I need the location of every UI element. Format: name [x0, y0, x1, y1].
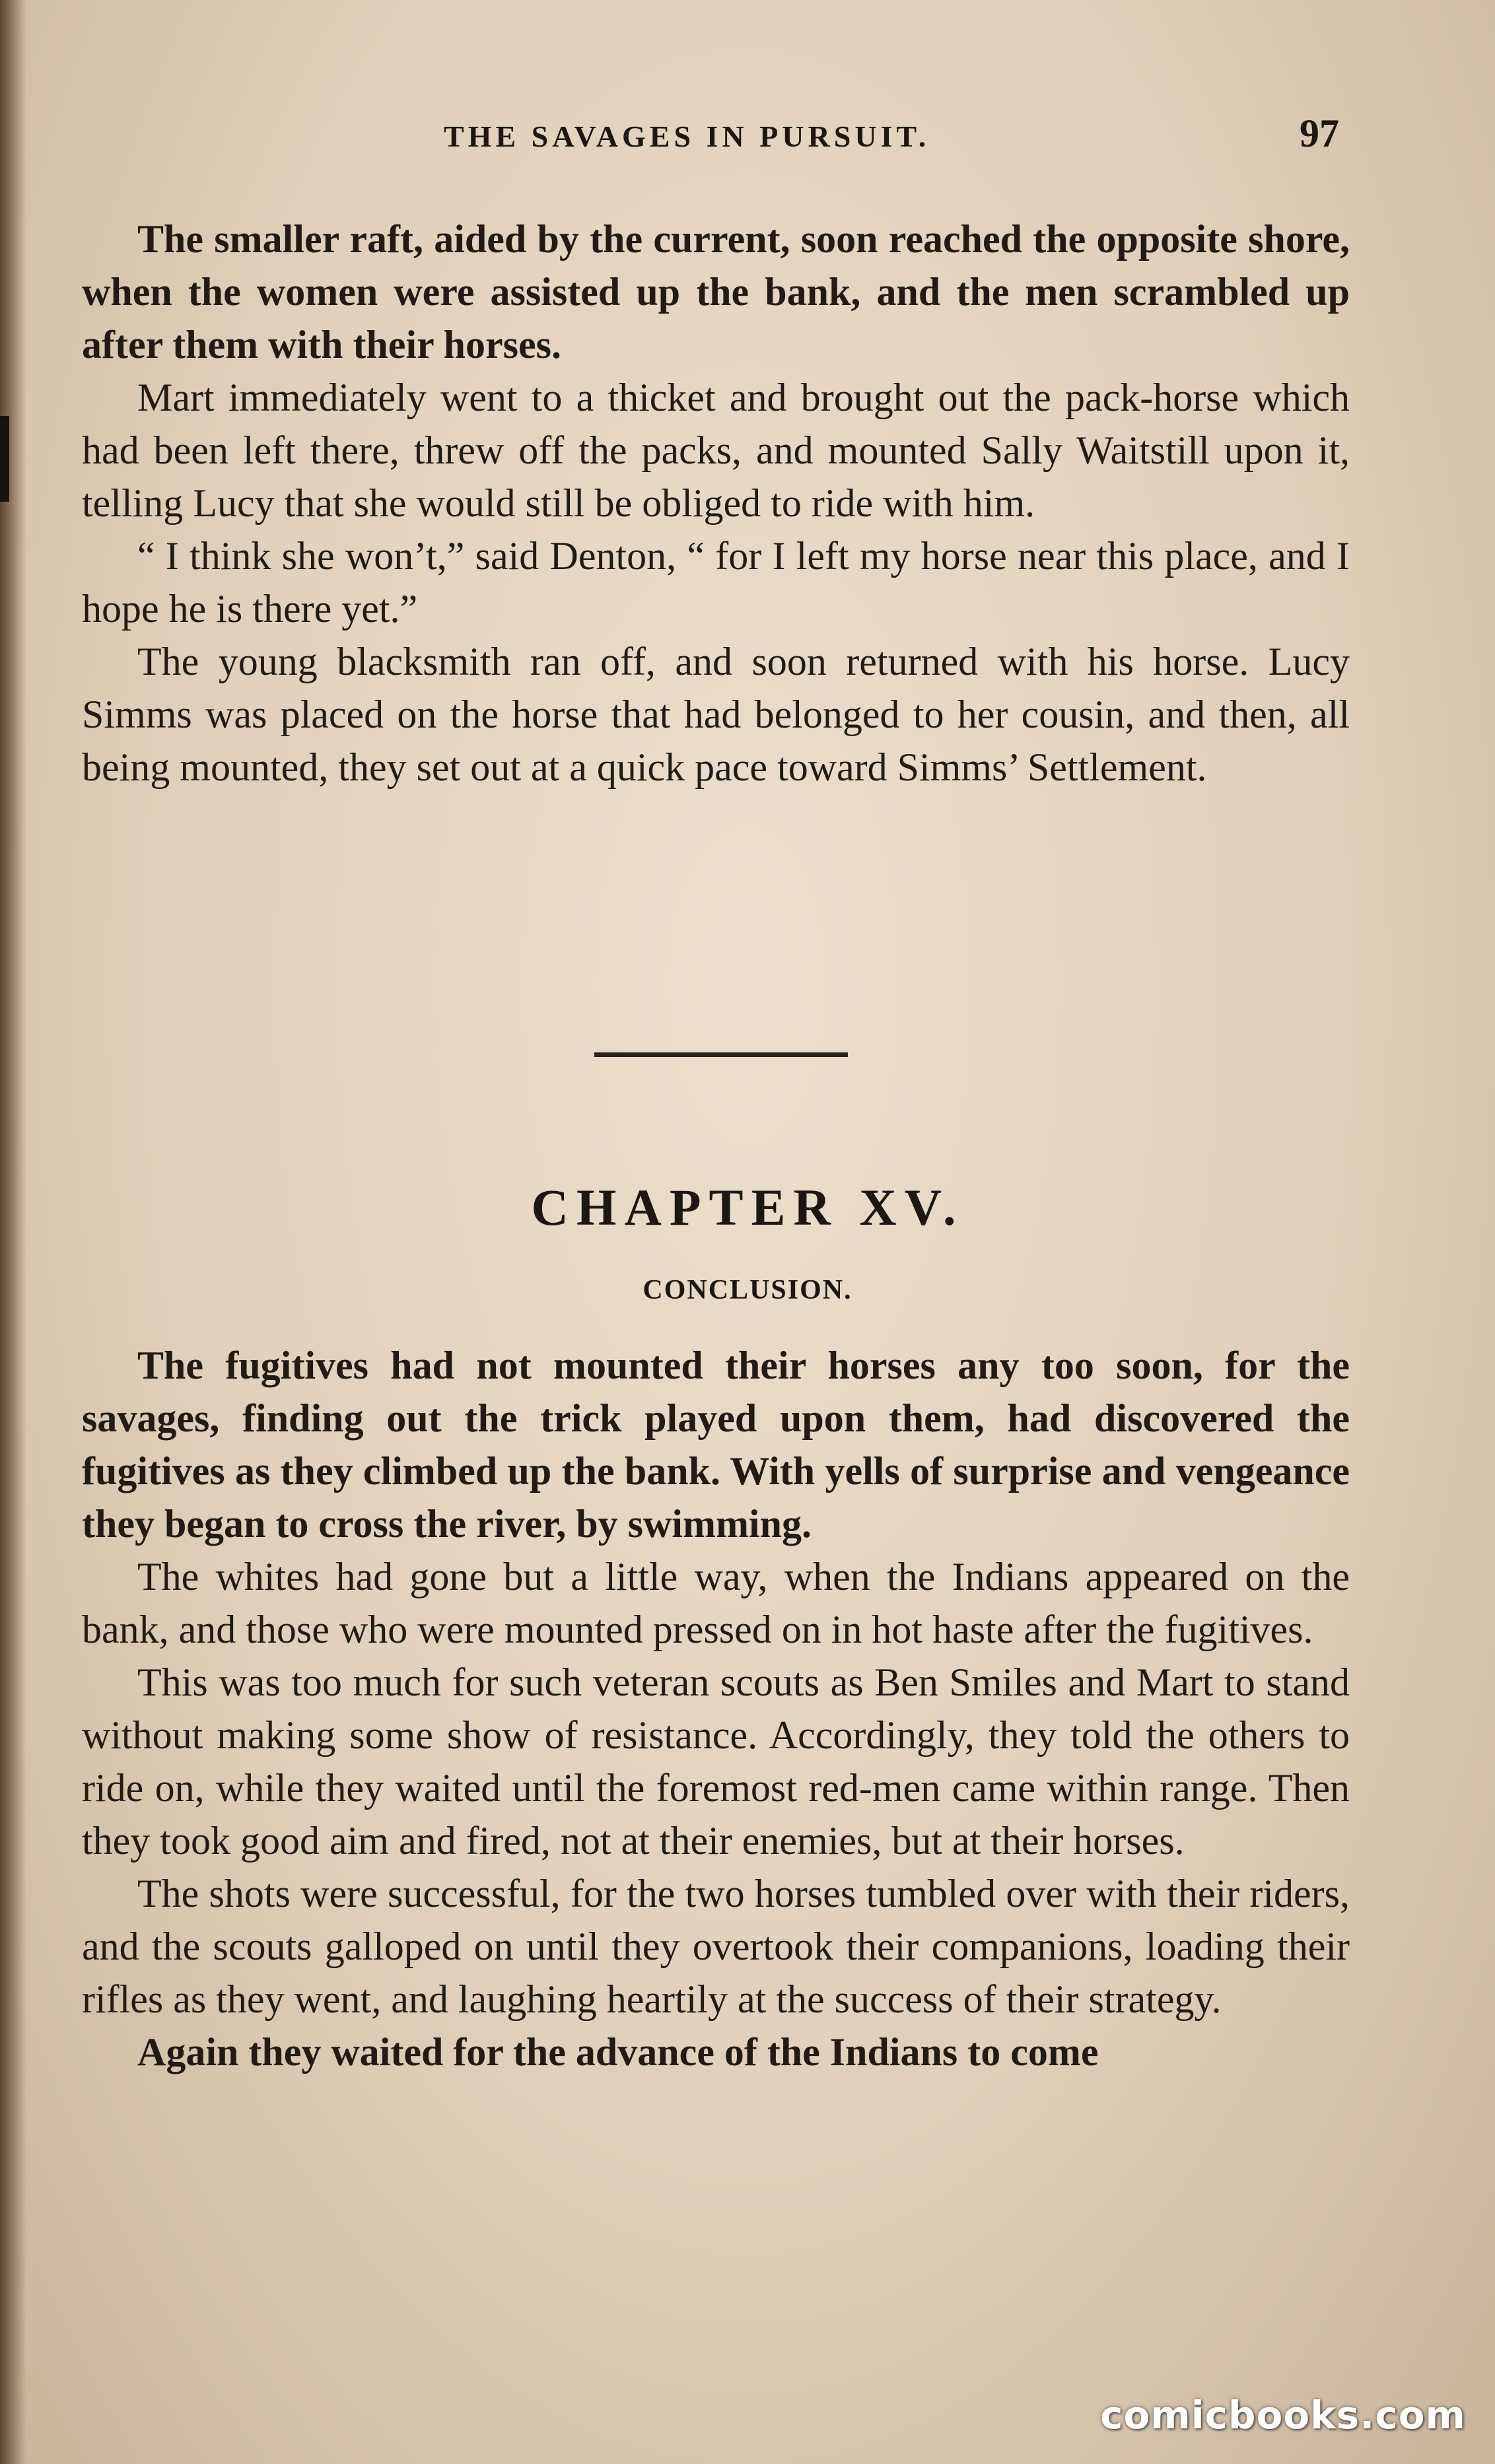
paragraph: The fugitives had not mounted their horses any too soon, for the savages, finding out the trick played upon them, had discovered the fugitives as they climbed up the bank. With yells of surprise and vengeance they began to cross the river, by swimming. — [82, 1344, 1350, 1546]
binding-edge-mark — [0, 416, 9, 502]
chapter-title: CHAPTER XV. — [531, 1179, 964, 1236]
paragraph: The shots were successful, for the two horses tumbled over with their riders, and the scouts galloped on until they overtook their companions, loading their rifles as they went, and laughing heartily at the success of their strategy. — [82, 1872, 1350, 2021]
running-head: THE SAVAGES IN PURSUIT. — [444, 120, 930, 153]
paragraph: The whites had gone but a little way, when the Indians appeared on the bank, and those who were mounted pressed on in hot haste after the fugitives. — [82, 1555, 1350, 1651]
section-divider-rule — [594, 1052, 848, 1057]
text-section-top — [82, 213, 1350, 794]
paragraph: Again they waited for the advance of the Indians to come — [137, 2030, 1099, 2074]
paragraph: This was too much for such veteran scouts as Ben Smiles and Mart to stand without making some show of resistance. Accordingly, they told the others to ride on, while they waited until the foremost red-men came within range. Then they took good aim and fired, not at their enemies, but at their horses. — [82, 1660, 1350, 1863]
chapter-subtitle: CONCLUSION. — [643, 1275, 852, 1305]
page-number: 97 — [1300, 112, 1339, 155]
paragraph: The young blacksmith ran off, and soon returned with his horse. Lucy Simms was placed on the horse that had belonged to her cousin, and then, all being mounted, they set out at a quick pace toward Simms’ Settlement. — [82, 640, 1350, 789]
text-section-bottom — [82, 1339, 1350, 2078]
paragraph: The smaller raft, aided by the current, soon reached the opposite shore, when the women were assisted up the bank, and the men scrambled up after them with their horses. — [82, 217, 1350, 366]
paragraph: “ I think she won’t,” said Denton, “ for I left my horse near this place, and I hope he is there yet.” — [82, 534, 1350, 631]
page-header — [0, 112, 1495, 172]
paragraph: Mart immediately went to a thicket and brought out the pack-horse which had been left there, threw off the packs, and mounted Sally Waitstill upon it, telling Lucy that she would still be obliged to ride with him. — [82, 376, 1350, 525]
site-watermark: comicbooks.com — [1100, 2393, 1466, 2438]
